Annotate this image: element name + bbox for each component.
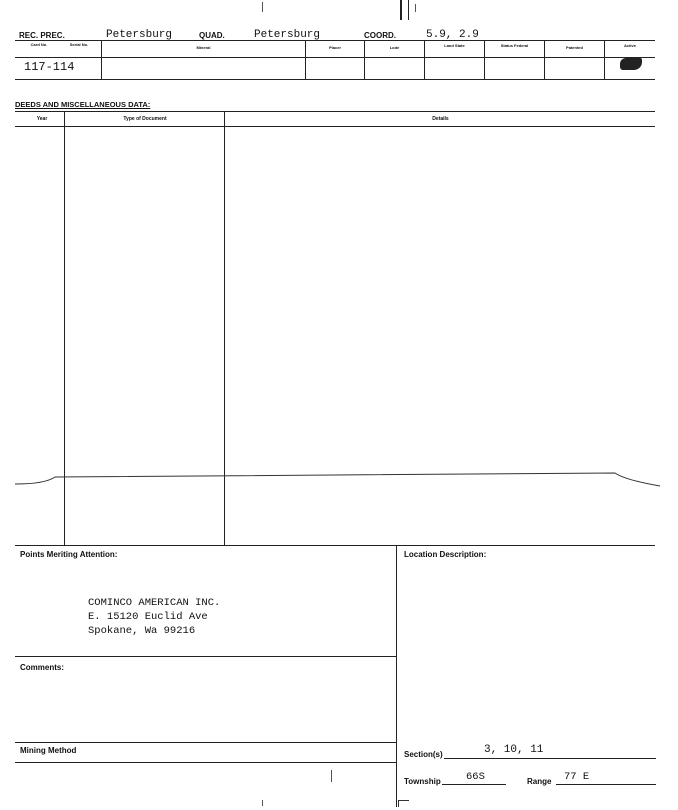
table-header-rule [15, 57, 655, 58]
points-line-1: COMINCO AMERICAN INC. [88, 597, 221, 609]
mining-method-bottom-rule [15, 762, 396, 763]
table-top-rule [15, 40, 655, 41]
scan-mark [262, 800, 263, 806]
points-label: Points Meriting Attention: [20, 550, 118, 559]
col-active: Active [623, 43, 636, 48]
mining-method-rule [15, 742, 396, 743]
rec-prec-value: Petersburg [106, 29, 173, 41]
scan-mark [400, 0, 409, 20]
deeds-top-rule [15, 111, 655, 112]
col-mineral: Mineral [196, 45, 211, 50]
mining-method-label: Mining Method [20, 746, 77, 755]
table-bottom-rule [15, 79, 655, 80]
section-label: Section(s) [404, 750, 443, 759]
range-label: Range [527, 777, 552, 786]
col-card-no: Card No. [30, 42, 48, 47]
quad-label: QUAD. [199, 31, 225, 40]
coord-value: 5.9, 2.9 [426, 29, 479, 41]
deeds-section-title: DEEDS AND MISCELLANEOUS DATA: [15, 100, 151, 109]
range-value: 77 E [564, 771, 590, 783]
active-mark [620, 58, 642, 70]
location-label: Location Description: [404, 550, 487, 559]
quad-value: Petersburg [254, 29, 321, 41]
scan-mark [398, 800, 409, 807]
col-status-federal: Status Federal [500, 43, 529, 48]
township-underline [442, 784, 506, 785]
col-details: Details [432, 116, 449, 122]
col-serial-no: Serial No. [69, 42, 89, 47]
col-year: Year [36, 116, 48, 122]
points-line-2: E. 15120 Euclid Ave [88, 611, 208, 623]
col-placer: Placer [328, 45, 341, 50]
col-lode: Lode [389, 45, 400, 50]
col-type-of-document: Type of Document [123, 116, 167, 122]
page-fold-line [15, 468, 660, 494]
col-land-state: Land State [444, 43, 465, 48]
lower-section-rule [15, 545, 655, 546]
deeds-header-rule [15, 126, 655, 127]
card-serial-value: 117-114 [24, 60, 75, 74]
scan-mark [331, 770, 332, 782]
township-label: Township [404, 777, 441, 786]
township-value: 66S [466, 771, 485, 783]
section-underline [444, 758, 656, 759]
rec-prec-label: REC. PREC. [19, 31, 65, 40]
scan-mark [415, 4, 416, 12]
lower-panel-divider [396, 545, 397, 807]
range-underline [556, 784, 656, 785]
col-patented: Patented [566, 45, 583, 50]
scan-mark [262, 2, 263, 12]
comments-rule [15, 656, 396, 657]
coord-label: COORD. [364, 31, 396, 40]
section-value: 3, 10, 11 [484, 744, 544, 756]
points-line-3: Spokane, Wa 99216 [88, 625, 196, 637]
comments-label: Comments: [20, 663, 65, 672]
